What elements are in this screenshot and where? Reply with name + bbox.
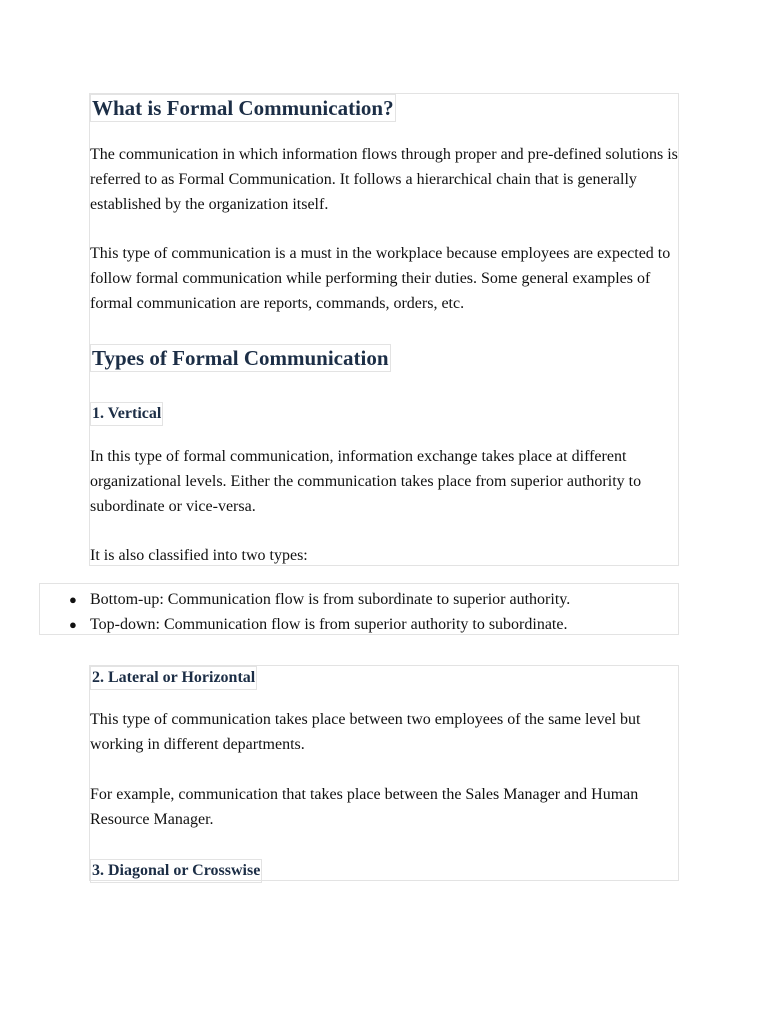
bullet-dot-icon: ● <box>69 617 77 632</box>
bullet-list <box>40 587 570 637</box>
content-block-intro <box>89 93 679 566</box>
heading-what-is-formal-communication: What is Formal Communication? <box>92 96 394 120</box>
content-block-lateral <box>89 665 679 881</box>
paragraph-vertical: In this type of formal communication, information exchange takes place at different organizational levels. Either the communication takes place from superior authority to subordinate or vice-versa. <box>90 448 642 515</box>
paragraph-lateral: This type of communication takes place between two employees of the same level but working in different departments. <box>90 711 641 753</box>
list-item: ● Top-down: Communication flow is from superior authority to subordinate. <box>40 612 570 637</box>
heading-vertical: 1. Vertical <box>90 402 163 426</box>
heading-types-of-formal-communication: Types of Formal Communication <box>92 346 389 370</box>
bullet-list-block <box>39 583 679 635</box>
paragraph-workplace: This type of communication is a must in the workplace because employees are expected to follow formal communication while performing their duties. Some general examples of formal communication are reports, commands, orders, etc. <box>90 245 671 312</box>
paragraph-classified: It is also classified into two types: <box>90 547 308 564</box>
list-item: ● Bottom-up: Communication flow is from subordinate to superior authority. <box>40 587 570 612</box>
heading-lateral-or-horizontal: 2. Lateral or Horizontal <box>90 666 257 690</box>
paragraph-definition: The communication in which information flows through proper and pre-defined solutions is referred to as Formal Communication. It follows a hierarchical chain that is generally established by the organization itself. <box>90 146 678 213</box>
heading-diagonal-or-crosswise: 3. Diagonal or Crosswise <box>90 859 262 883</box>
paragraph-example: For example, communication that takes place between the Sales Manager and Human Resource Manager. <box>90 786 639 828</box>
bullet-dot-icon: ● <box>69 592 77 607</box>
